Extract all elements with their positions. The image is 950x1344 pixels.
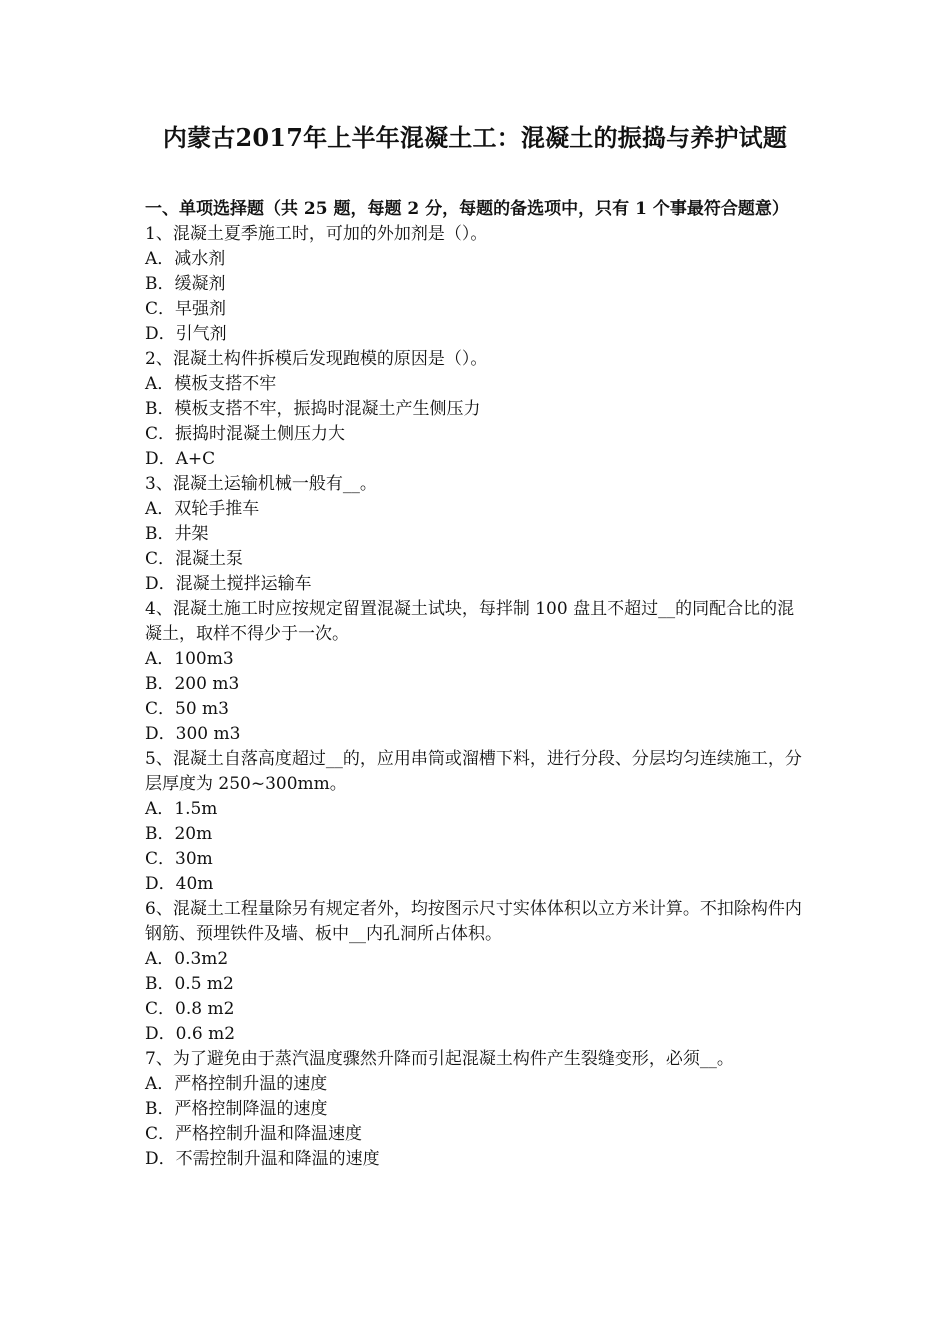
option-c: C．振捣时混凝土侧压力大 bbox=[145, 424, 346, 444]
option-a: A．0.3m2 bbox=[145, 949, 229, 969]
option-a: A．严格控制升温的速度 bbox=[145, 1074, 328, 1094]
question-stem: 6、混凝土工程量除另有规定者外，均按图示尺寸实体体积以立方米计算。不扣除构件内钢筋、预埋铁件及墙、板中__内孔洞所占体积。 bbox=[145, 899, 802, 944]
option-c: C．严格控制升温和降温速度 bbox=[145, 1124, 363, 1144]
question-stem: 1、混凝土夏季施工时，可加的外加剂是（）。 bbox=[145, 224, 488, 244]
document-body bbox=[145, 197, 810, 1172]
question-stem: 5、混凝土自落高度超过__的，应用串筒或溜槽下料，进行分段、分层均匀连续施工，分层厚度为 250~300mm。 bbox=[145, 749, 802, 794]
question-stem: 2、混凝土构件拆模后发现跑模的原因是（）。 bbox=[145, 349, 488, 369]
option-a: A．模板支搭不牢 bbox=[145, 374, 277, 394]
option-c: C．50 m3 bbox=[145, 699, 229, 719]
option-a: A．100m3 bbox=[145, 649, 234, 669]
option-d: D．引气剂 bbox=[145, 324, 227, 344]
option-d: D．混凝土搅拌运输车 bbox=[145, 574, 312, 594]
option-c: C．30m bbox=[145, 849, 213, 869]
option-b: B．模板支搭不牢，振捣时混凝土产生侧压力 bbox=[145, 399, 481, 419]
question-2 bbox=[145, 347, 810, 472]
option-b: B．缓凝剂 bbox=[145, 274, 226, 294]
option-c: C．0.8 m2 bbox=[145, 999, 235, 1019]
question-6 bbox=[145, 897, 810, 1047]
question-stem: 4、混凝土施工时应按规定留置混凝土试块，每拌制 100 盘且不超过__的同配合比的混凝土，取样不得少于一次。 bbox=[145, 599, 795, 644]
option-d: D．A+C bbox=[145, 449, 216, 469]
option-d: D．40m bbox=[145, 874, 214, 894]
question-stem: 7、为了避免由于蒸汽温度骤然升降而引起混凝土构件产生裂缝变形，必须__。 bbox=[145, 1049, 734, 1069]
option-b: B．严格控制降温的速度 bbox=[145, 1099, 328, 1119]
option-d: D．300 m3 bbox=[145, 724, 241, 744]
option-b: B．20m bbox=[145, 824, 213, 844]
option-d: D．0.6 m2 bbox=[145, 1024, 236, 1044]
question-5 bbox=[145, 747, 810, 897]
option-c: C．混凝土泵 bbox=[145, 549, 244, 569]
question-1 bbox=[145, 222, 810, 347]
option-a: A．1.5m bbox=[145, 799, 218, 819]
option-b: B．井架 bbox=[145, 524, 209, 544]
option-d: D．不需控制升温和降温的速度 bbox=[145, 1149, 380, 1169]
option-b: B．200 m3 bbox=[145, 674, 240, 694]
option-b: B．0.5 m2 bbox=[145, 974, 234, 994]
option-a: A．双轮手推车 bbox=[145, 499, 260, 519]
document-title: 内蒙古2017年上半年混凝土工：混凝土的振捣与养护试题 bbox=[162, 123, 788, 152]
option-c: C．早强剂 bbox=[145, 299, 227, 319]
question-4 bbox=[145, 597, 810, 747]
section-heading: 一、单项选择题（共 25 题，每题 2 分，每题的备选项中，只有 1 个事最符合题意） bbox=[145, 199, 789, 219]
question-7 bbox=[145, 1047, 810, 1172]
question-stem: 3、混凝土运输机械一般有__。 bbox=[145, 474, 377, 494]
option-a: A．减水剂 bbox=[145, 249, 226, 269]
question-3 bbox=[145, 472, 810, 597]
